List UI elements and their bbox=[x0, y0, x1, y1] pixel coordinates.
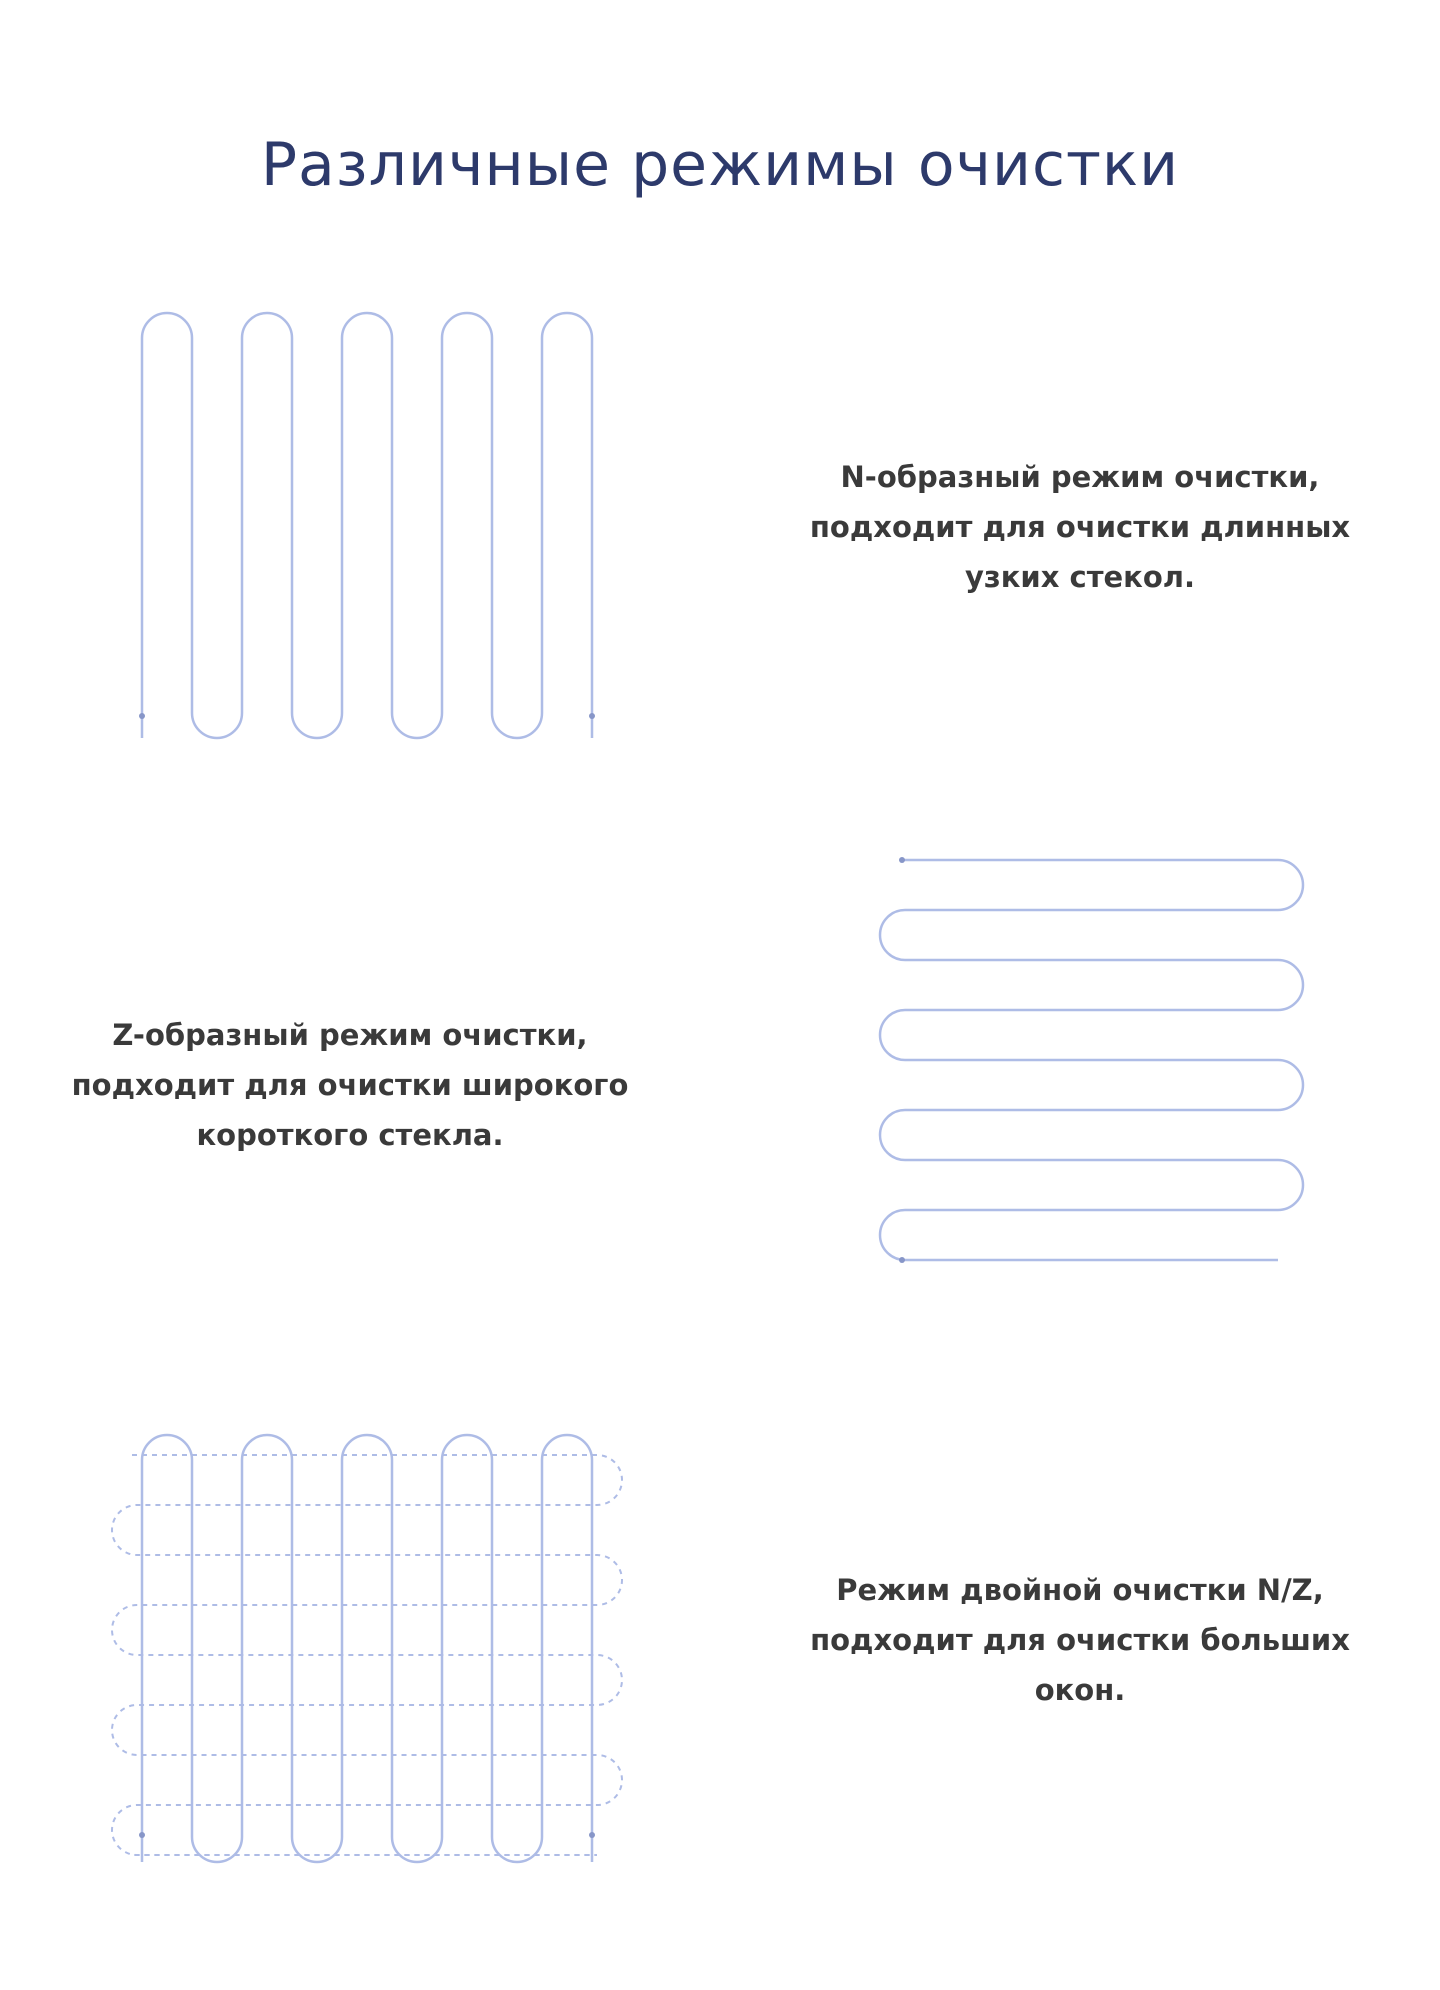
page-title: Различные режимы очистки bbox=[260, 130, 1180, 200]
n-mode-line-1: N-образный режим очистки, bbox=[840, 460, 1320, 494]
z-path-start-dot bbox=[899, 857, 905, 863]
nz-mode-line-3: окон. bbox=[1034, 1673, 1126, 1707]
nz-path-start-dot bbox=[139, 1832, 145, 1838]
n-mode-description bbox=[780, 452, 1380, 602]
z-path-end-dot bbox=[899, 1257, 905, 1263]
nz-mode-line-2: подходит для очистки больших bbox=[810, 1623, 1350, 1657]
n-mode-line-3: узких стекол. bbox=[964, 560, 1196, 594]
z-mode-path-icon bbox=[880, 857, 1303, 1263]
nz-vertical-path bbox=[142, 1435, 592, 1862]
z-path-line bbox=[880, 860, 1303, 1260]
n-path-start-dot bbox=[139, 713, 145, 719]
z-mode-description bbox=[40, 1010, 660, 1160]
z-mode-line-3: короткого стекла. bbox=[196, 1118, 504, 1152]
nz-mode-line-1: Режим двойной очистки N/Z, bbox=[836, 1573, 1324, 1607]
z-mode-line-1: Z-образный режим очистки, bbox=[112, 1018, 588, 1052]
n-mode-line-2: подходит для очистки длинных bbox=[809, 510, 1351, 544]
n-path-end-dot bbox=[589, 713, 595, 719]
n-mode-path-icon bbox=[139, 313, 595, 738]
n-path-line bbox=[142, 313, 592, 738]
nz-path-end-dot bbox=[589, 1832, 595, 1838]
nz-horizontal-dashed-path bbox=[112, 1455, 622, 1855]
nz-mode-description bbox=[780, 1565, 1380, 1715]
nz-mode-path-icon bbox=[112, 1435, 622, 1862]
z-mode-line-2: подходит для очистки широкого bbox=[71, 1068, 629, 1102]
